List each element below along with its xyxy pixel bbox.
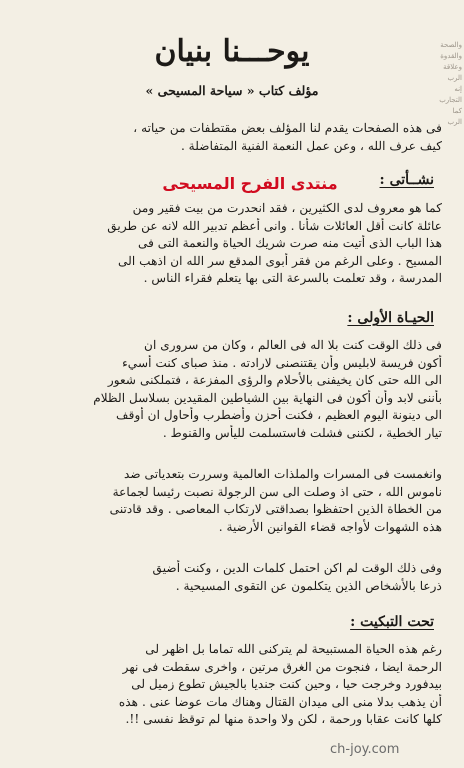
text-line: المسيح . وعلى الرغم من فقر أبوى المدقع سر الله ان اذهب الى — [118, 253, 442, 268]
text-line: ذرعا بالأشخاص الذين يتكلمون عن التقوى المسيحية . — [175, 578, 442, 593]
text-line: من الخطاة الذين احتفظوا بصداقتى لارتكاب المعاصى . وقد قادتنى — [109, 502, 442, 517]
section-heading: تحت التبكيت : — [350, 614, 434, 630]
watermark-url: ch-joy.com — [330, 742, 400, 757]
text-line: المدرسة ، وقد تعلمت بالسرعة التى بها يتعلم فقراء الناس . — [143, 271, 442, 286]
section-heading: نشــأتى : — [379, 172, 434, 188]
section-heading: الحيـاة الأولى : — [347, 310, 434, 326]
section-paragraph — [22, 641, 442, 729]
text-line: فى ذلك الوقت كنت بلا اله فى العالم ، وكان من سرورى ان — [144, 338, 442, 352]
text-line: الى دينونة اليوم العظيم ، فكنت أحزن وأضطرب وأحاول ان أوقف — [116, 408, 442, 423]
text-line: رغم هذه الحياة المستبيحة لم يتركنى الله تماما بل اظهر لى — [145, 642, 442, 656]
section-paragraph — [22, 200, 442, 288]
text-line: تيار الخطية ، لكننى فشلت فاستسلمت لليأس والقنوط . — [162, 425, 442, 440]
section-paragraph — [22, 560, 442, 595]
text-line: كما هو معروف لدى الكثيرين ، فقد انحدرت من بيت فقير ومن — [132, 201, 442, 215]
text-line: بأننى لابد وأن أكون فى النهاية بين الشياطين المقيدين بسلاسل الظلام — [93, 390, 442, 405]
section-paragraph — [22, 466, 442, 536]
text-line: ناموس الله ، حتى اذ وصلت الى سن الرجولة نصبت رئيسا لجماعة — [112, 484, 442, 499]
forum-name: منتدى الفرح المسيحى — [162, 174, 338, 193]
page-subtitle: مؤلف كتاب « سياحة المسيحى » — [145, 83, 319, 98]
page-title: يوحـــنا بنيان — [154, 34, 310, 69]
text-line: الرحمة ايضا ، فنجوت من الغرق مرتين ، واخرى سقطت فى نهر — [122, 659, 442, 674]
text-line: الى الله حتى كان يخيفنى بالأحلام والرؤى المفزعة ، فتملكنى شعور — [107, 373, 442, 388]
text-line: هذه الشهوات لأواجه قضاء القوانين الأرضية . — [218, 519, 442, 534]
text-line: هذا الباب الذى أتيت منه صرت شريك الحياة والنعمة التى فى — [137, 236, 442, 251]
margin-note: والصحة والقدوة وعلاقة الرب إنه التجارب كما الرب — [439, 41, 462, 126]
text-line: أكون فريسة لابليس وأن يقتنصنى لارادته . منذ صباى كنت أسيء — [122, 355, 442, 370]
section-paragraph — [22, 337, 442, 443]
text-line: كلها كانت عقابا ورحمة ، لكن ولا واحدة منها لم توقظ نفسى !!. — [125, 712, 442, 727]
text-line: وانغمست فى المسرات والملذات العالمية وسررت بتعدياتى ضد — [123, 467, 442, 481]
text-line: وفى ذلك الوقت لم اكن احتمل كلمات الدين ، وكنت أضيق — [152, 561, 442, 575]
text-line: كيف عرف الله ، وعن عمل النعمة الفنية المتفاضلة . — [180, 138, 442, 153]
text-line: عائلة كانت أقل العائلات شأنا . وانى أعظم تدبير الله لانه عن طريق — [107, 218, 442, 233]
text-line: أن يذهب بدلا منى الى ميدان القتال وهناك مات عوضا عنى . هذه — [118, 694, 442, 709]
text-line: بيدفورد وخرجت حيا ، وحين كنت جنديا بالجيش تطوع زميل لى — [131, 677, 442, 692]
text-line: فى هذه الصفحات يقدم لنا المؤلف بعض مقتطفات من حياته ، — [133, 121, 442, 135]
intro-paragraph — [22, 120, 442, 155]
